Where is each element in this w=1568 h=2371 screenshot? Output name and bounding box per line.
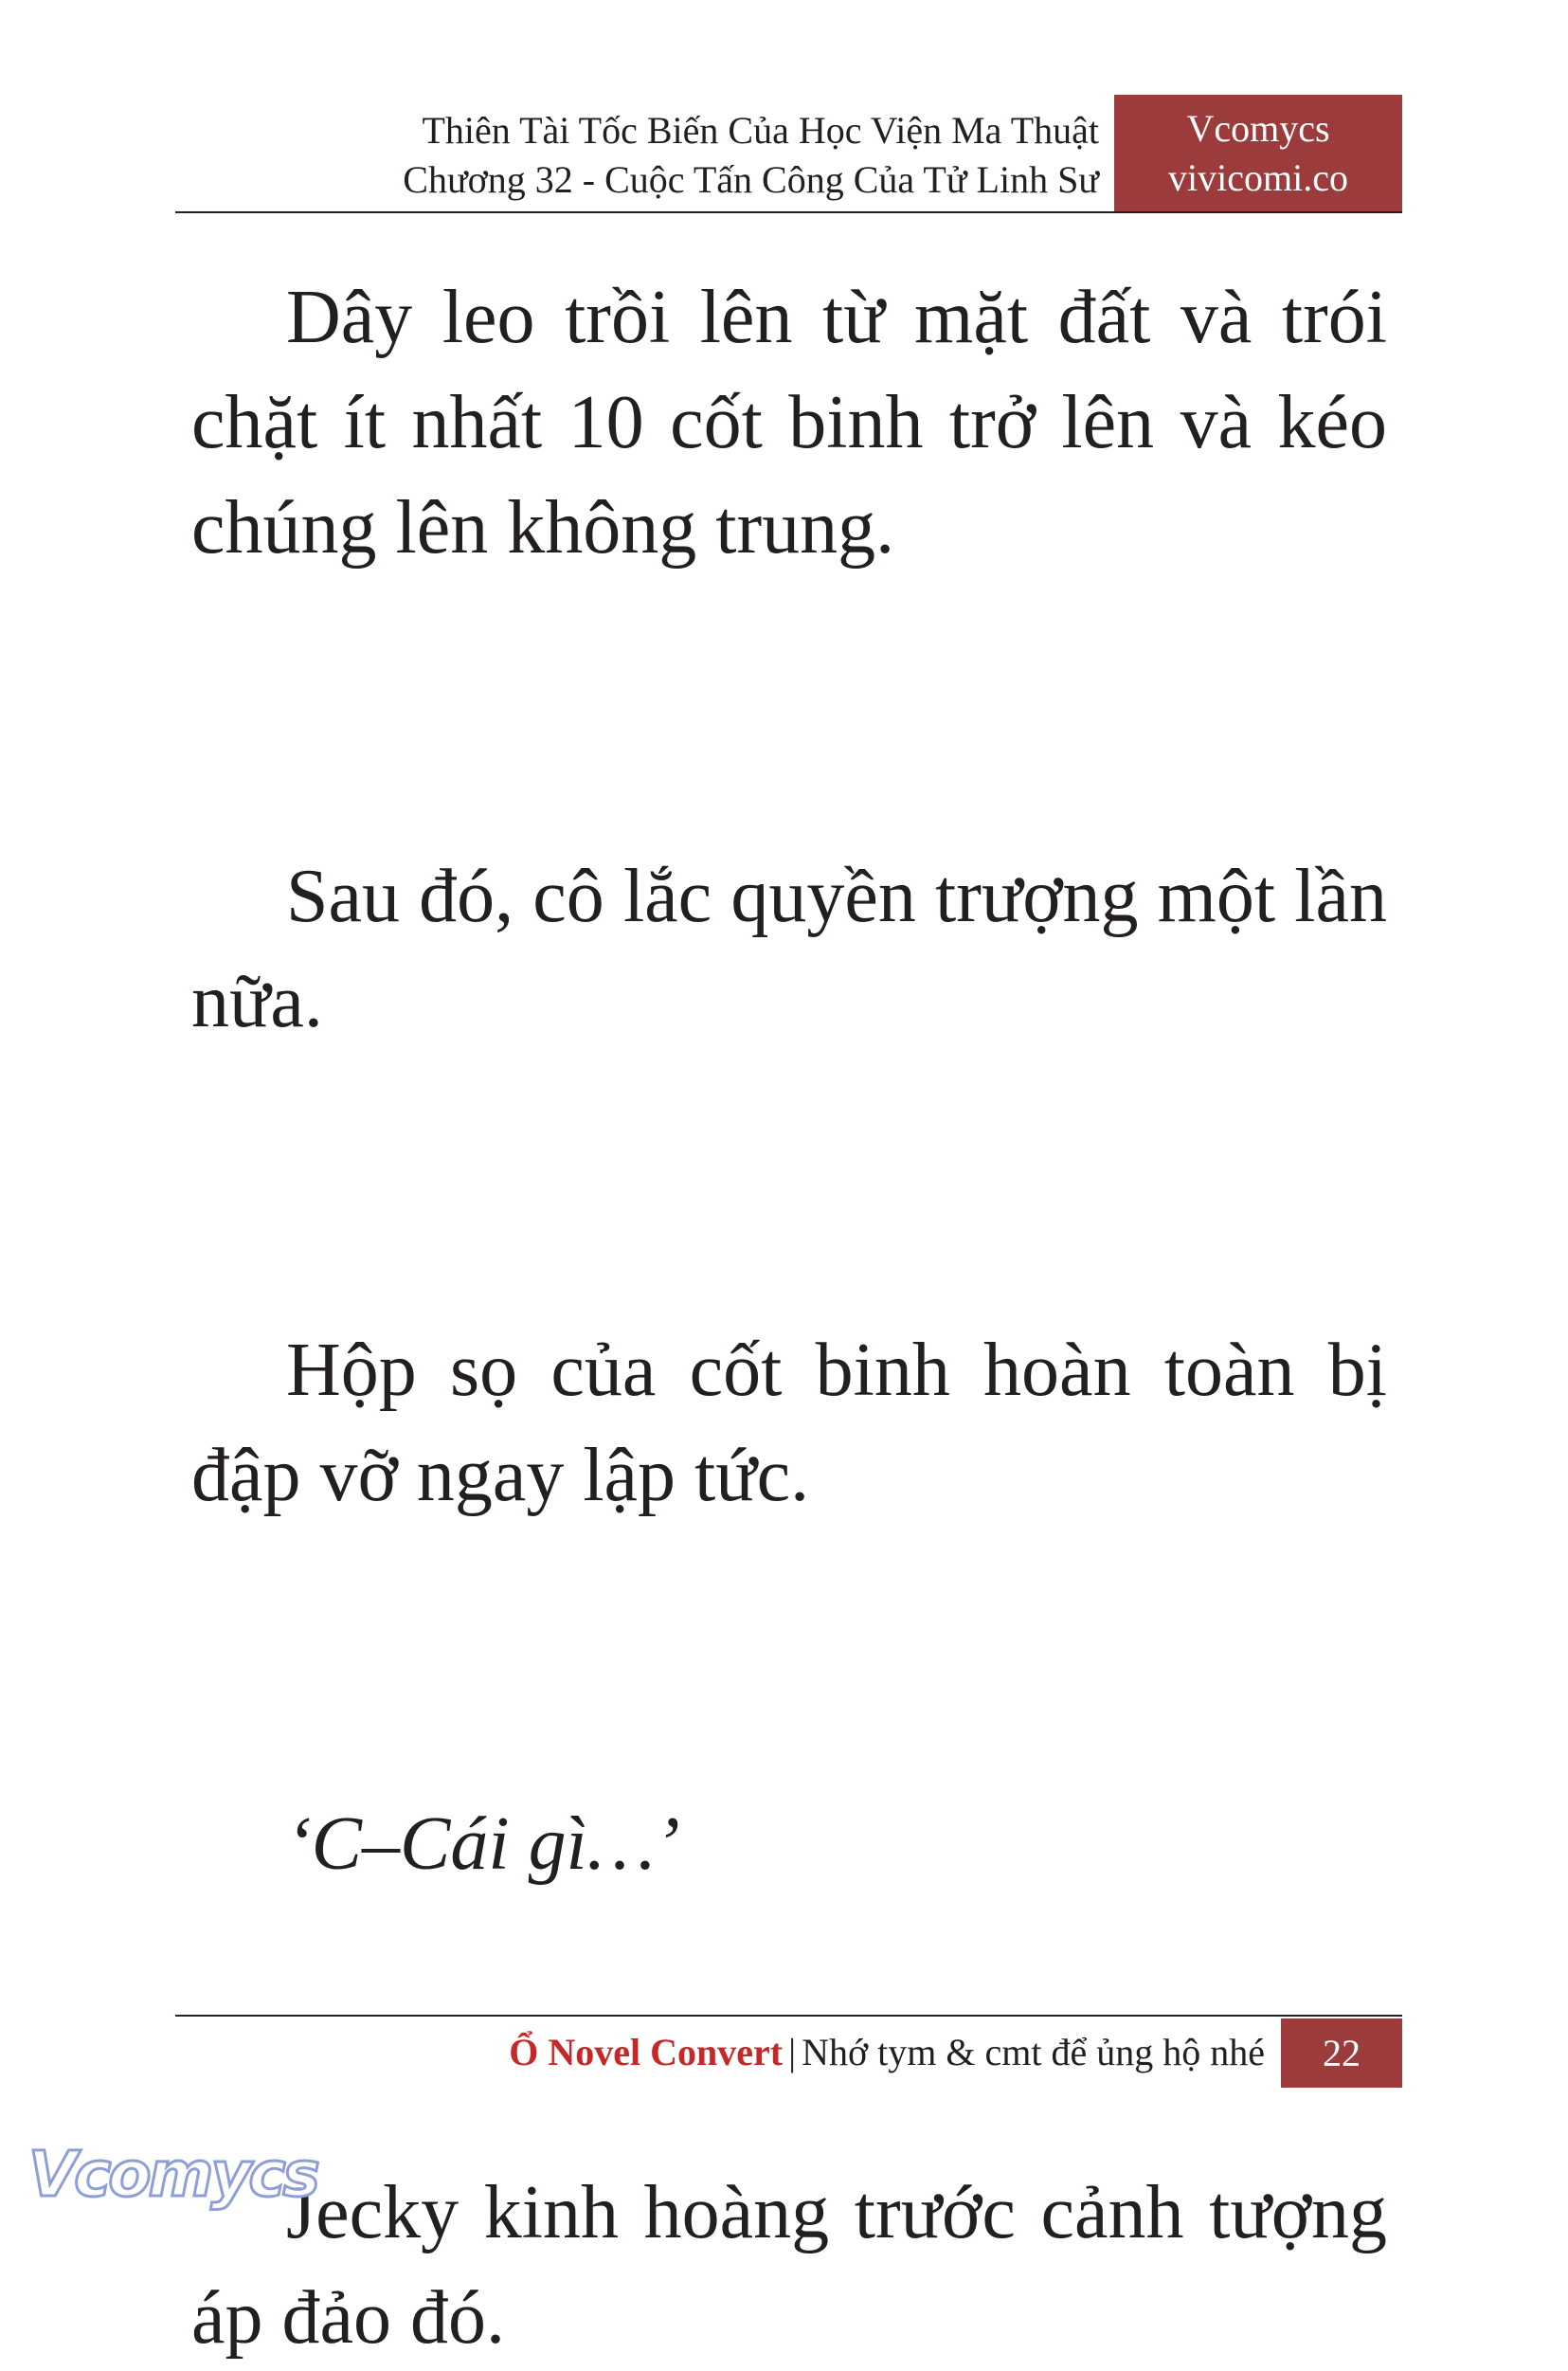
footer-separator: | (788, 2031, 797, 2073)
footer-message: Nhớ tym & cmt để ủng hộ nhé (802, 2031, 1265, 2073)
header-titles (403, 106, 1099, 205)
paragraph: Jecky kinh hoàng trước cảnh tượng áp đảo đó. (191, 2171, 1387, 2360)
chapter-title: Chương 32 - Cuộc Tấn Công Của Tử Linh Sư (403, 158, 1099, 201)
paragraph-dialogue: ‘C–Cái gì…’ (286, 1802, 680, 1886)
vcomycs-logo: Vcomycs (28, 2138, 317, 2211)
page-header (175, 95, 1402, 213)
page-footer (175, 2015, 1402, 2088)
brand-name: Vcomycs (1186, 107, 1330, 150)
brand-site: vivicomi.co (1168, 156, 1348, 199)
footer-text (509, 2026, 1265, 2079)
header-brand-box (1114, 95, 1402, 211)
paragraph: Dây leo trồi lên từ mặt đất và trói chặt ít nhất 10 cốt binh trở lên và kéo chúng lên không trung. (191, 276, 1387, 570)
paragraph: Hộp sọ của cốt binh hoàn toàn bị đập vỡ ngay lập tức. (191, 1329, 1387, 1517)
paragraph: Sau đó, cô lắc quyền trượng một lần nữa. (191, 855, 1387, 1043)
footer-brand: Ổ Novel Convert (509, 2031, 784, 2073)
page-number: 22 (1281, 2018, 1402, 2088)
book-title: Thiên Tài Tốc Biến Của Học Viện Ma Thuật (422, 109, 1099, 152)
